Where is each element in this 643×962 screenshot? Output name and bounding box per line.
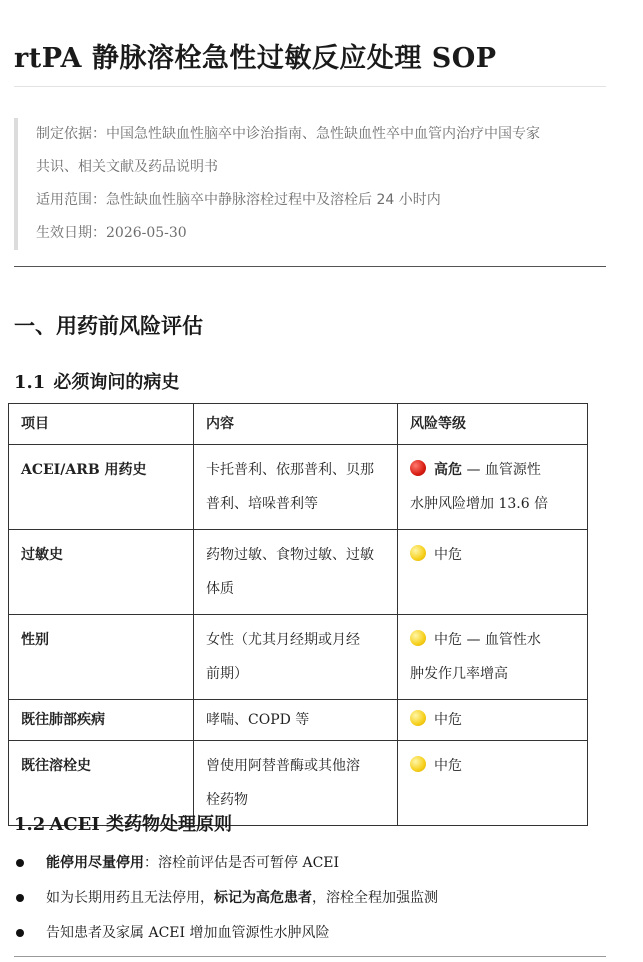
rule-text: ，溶栓全程加强监测 — [312, 890, 438, 906]
subsection-number: 1.2 — [14, 814, 46, 835]
row-content — [194, 615, 398, 700]
red-circle-icon — [410, 460, 426, 476]
list-item — [14, 916, 604, 951]
rule-text: 告知患者及家属 — [46, 925, 149, 941]
risk-level: 中危 — [434, 547, 462, 563]
bottom-divider — [14, 956, 606, 957]
row-risk — [398, 741, 588, 826]
content-line: 前期） — [206, 666, 248, 682]
meta-effective — [36, 217, 604, 250]
risk-note-number: 13.6 — [498, 496, 530, 512]
list-item — [14, 881, 604, 916]
risk-level: 高危 — [434, 462, 462, 478]
row-item: 性别 — [9, 615, 194, 700]
content-line: 卡托普利、依那普利、贝那 — [206, 462, 374, 478]
meta-divider — [14, 266, 606, 267]
content-text: COPD — [248, 712, 291, 728]
risk-note: — 血管性水 — [462, 632, 541, 648]
document-title: rtPA 静脉溶栓急性过敏反应处理 SOP — [14, 43, 497, 74]
rule-emphasis: 标记为高危患者 — [214, 890, 312, 906]
table-row — [9, 700, 588, 741]
section-heading: 一、用药前风险评估 — [14, 314, 203, 338]
subsection-title: 类药物处理原则 — [99, 814, 233, 835]
meta-basis-line2: 共识、相关文献及药品说明书 — [36, 159, 218, 175]
bullet-icon — [16, 929, 24, 937]
item-text: 用药史 — [99, 462, 147, 478]
rule-text: ACEI — [302, 855, 340, 871]
risk-note: 肿发作几率增高 — [410, 666, 508, 682]
table-row — [9, 530, 588, 615]
row-risk — [398, 615, 588, 700]
subsection-title: 必须询问的病史 — [53, 372, 180, 393]
risk-level: 中危 — [434, 758, 462, 774]
risk-level: 中危 — [434, 712, 462, 728]
header-risk-level: 风险等级 — [398, 404, 588, 445]
content-text: 等 — [290, 712, 310, 728]
content-line: 曾使用阿替普酶或其他溶 — [206, 758, 360, 774]
risk-note: — 血管源性 — [462, 462, 541, 478]
yellow-circle-icon — [410, 756, 426, 772]
rule-text: ACEI — [148, 925, 186, 941]
row-item: 过敏史 — [9, 530, 194, 615]
yellow-circle-icon — [410, 545, 426, 561]
rules-list — [14, 846, 604, 951]
risk-note: 倍 — [529, 496, 549, 512]
header-item: 项目 — [9, 404, 194, 445]
row-item: 既往溶栓史 — [9, 741, 194, 826]
risk-table — [8, 403, 588, 826]
meta-block — [14, 118, 604, 250]
subsection-number: 1.1 — [14, 372, 46, 393]
meta-effective-label: 生效日期： — [36, 225, 106, 241]
bullet-icon — [16, 894, 24, 902]
content-text: 哮喘、 — [206, 712, 248, 728]
rule-text: 增加血管源性水肿风险 — [185, 925, 330, 941]
meta-basis-line1: 制定依据：中国急性缺血性脑卒中诊治指南、急性缺血性卒中血管内治疗中国专家 — [36, 126, 540, 142]
subsection-title: ACEI — [49, 814, 100, 835]
rule-text: 如为长期用药且无法停用， — [46, 890, 214, 906]
item-text: ACEI/ARB — [21, 462, 100, 478]
meta-effective-date: 2026-05-30 — [106, 225, 187, 241]
content-line: 普利、培哚普利等 — [206, 496, 318, 512]
table-header-row — [9, 404, 588, 445]
content-line: 女性（尤其月经期或月经 — [206, 632, 360, 648]
title-divider — [14, 86, 606, 87]
meta-scope: 适用范围：急性缺血性脑卒中静脉溶栓过程中及溶栓后 24 小时内 — [36, 192, 441, 208]
table-row — [9, 615, 588, 700]
table-row — [9, 445, 588, 530]
rule-emphasis: 能停用尽量停用 — [46, 855, 144, 871]
subsection-heading-1-1 — [14, 368, 179, 394]
row-risk — [398, 445, 588, 530]
header-content: 内容 — [194, 404, 398, 445]
row-content — [194, 530, 398, 615]
row-item — [9, 445, 194, 530]
row-risk — [398, 700, 588, 741]
list-item — [14, 846, 604, 881]
rule-text: ：溶栓前评估是否可暂停 — [144, 855, 303, 871]
row-content — [194, 700, 398, 741]
yellow-circle-icon — [410, 630, 426, 646]
yellow-circle-icon — [410, 710, 426, 726]
bullet-icon — [16, 859, 24, 867]
risk-level: 中危 — [434, 632, 462, 648]
row-risk — [398, 530, 588, 615]
subsection-heading-1-2 — [14, 810, 232, 836]
content-line: 栓药物 — [206, 792, 248, 808]
row-content — [194, 445, 398, 530]
risk-note: 水肿风险增加 — [410, 496, 499, 512]
row-item: 既往肺部疾病 — [9, 700, 194, 741]
content-line: 体质 — [206, 581, 234, 597]
content-line: 药物过敏、食物过敏、过敏 — [206, 547, 374, 563]
